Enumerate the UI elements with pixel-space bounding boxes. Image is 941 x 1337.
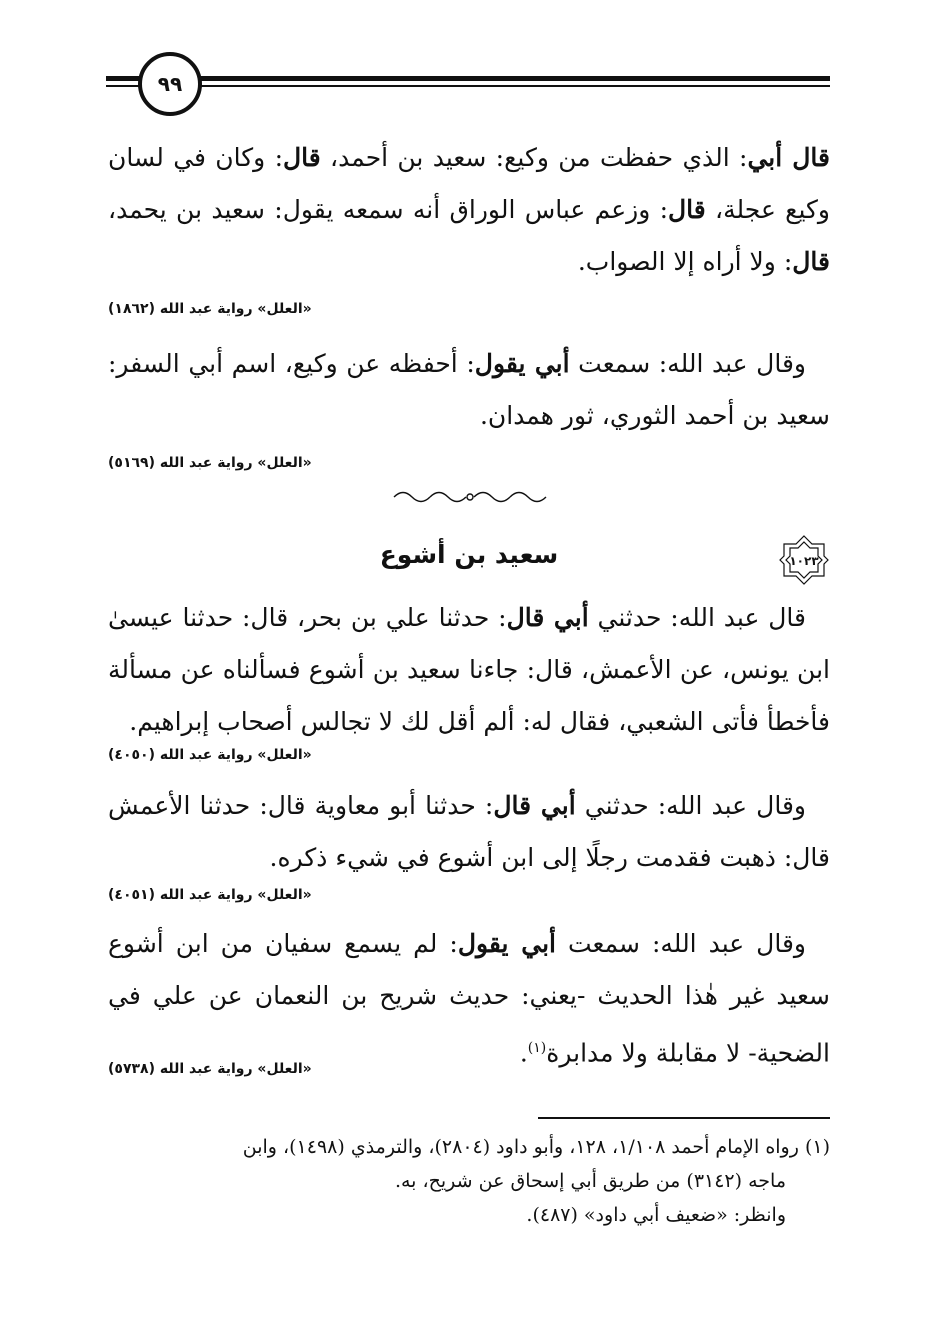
source-reference: «العلل» رواية عبد الله (٤٠٥٠): [108, 747, 312, 763]
paragraph: قال عبد الله: حدثني أبي قال: حدثنا علي بن بحر، قال: حدثنا عيسىٰ ابن يونس، عن الأعمش، قال: جاءنا سعيد بن أشوع فسألناه عن مسألة فأخطأ فأتى الشعبي، فقال له: ألم أقل لك لا تجالس أصحاب إبراهيم.: [108, 603, 830, 736]
paragraph: قال أبي: الذي حفظت من وكيع: سعيد بن أحمد، قال: وكان في لسان وكيع عجلة، قال: وزعم عباس الوراق أنه سمعه يقول: سعيد بن يحمد، قال: ولا أراه إلا الصواب.: [108, 143, 830, 276]
page-number: ٩٩: [138, 52, 202, 116]
footnote-separator: [538, 1117, 830, 1119]
block-1: [108, 132, 830, 474]
source-reference: «العلل» رواية عبد الله (٥١٦٩): [108, 455, 312, 471]
footnote-line: (١) رواه الإمام أحمد ١/١٠٨، ١٢٨، وأبو داود (٢٨٠٤)، والترمذي (١٤٩٨)، وابن: [242, 1136, 830, 1158]
footnote-line: ماجه (٣١٤٢) من طريق أبي إسحاق عن شريح، به.: [394, 1170, 786, 1192]
source-reference: «العلل» رواية عبد الله (١٨٦٢): [108, 301, 312, 317]
footnote-marker: (١): [527, 1040, 547, 1056]
paragraph: وقال عبد الله: سمعت أبي يقول: أحفظه عن وكيع، اسم أبي السفر: سعيد بن أحمد الثوري، ثور همدان.: [108, 349, 830, 430]
entry-title: سعيد بن أشوع: [379, 540, 559, 569]
paragraph: وقال عبد الله: سمعت أبي يقول: لم يسمع سفيان من ابن أشوع سعيد غير هٰذا الحديث -يعني: حديث شريح بن النعمان عن علي في الضحية- لا مقابلة ولا مدابرة$^{(١)}$.: [108, 929, 830, 1068]
block-2: [108, 592, 830, 1079]
source-reference: «العلل» رواية عبد الله (٤٠٥١): [108, 887, 312, 903]
paragraph: وقال عبد الله: حدثني أبي قال: حدثنا أبو معاوية قال: حدثنا الأعمش قال: ذهبت فقدمت رجلًا إلى ابن أشوع في شيء ذكره.: [108, 791, 830, 872]
svg-text:١٠٢٣: ١٠٢٣: [789, 554, 819, 568]
footnote-line: وانظر: «ضعيف أبي داود» (٤٨٧).: [526, 1204, 786, 1226]
ornament-divider-icon: [390, 490, 550, 504]
source-reference: «العلل» رواية عبد الله (٥٧٣٨): [108, 1061, 312, 1077]
header-rule-thin: [106, 85, 830, 87]
entry-heading: [108, 530, 830, 594]
footnotes: [108, 1130, 830, 1232]
header-rule-thick: [106, 76, 830, 81]
page-header: [106, 52, 830, 122]
